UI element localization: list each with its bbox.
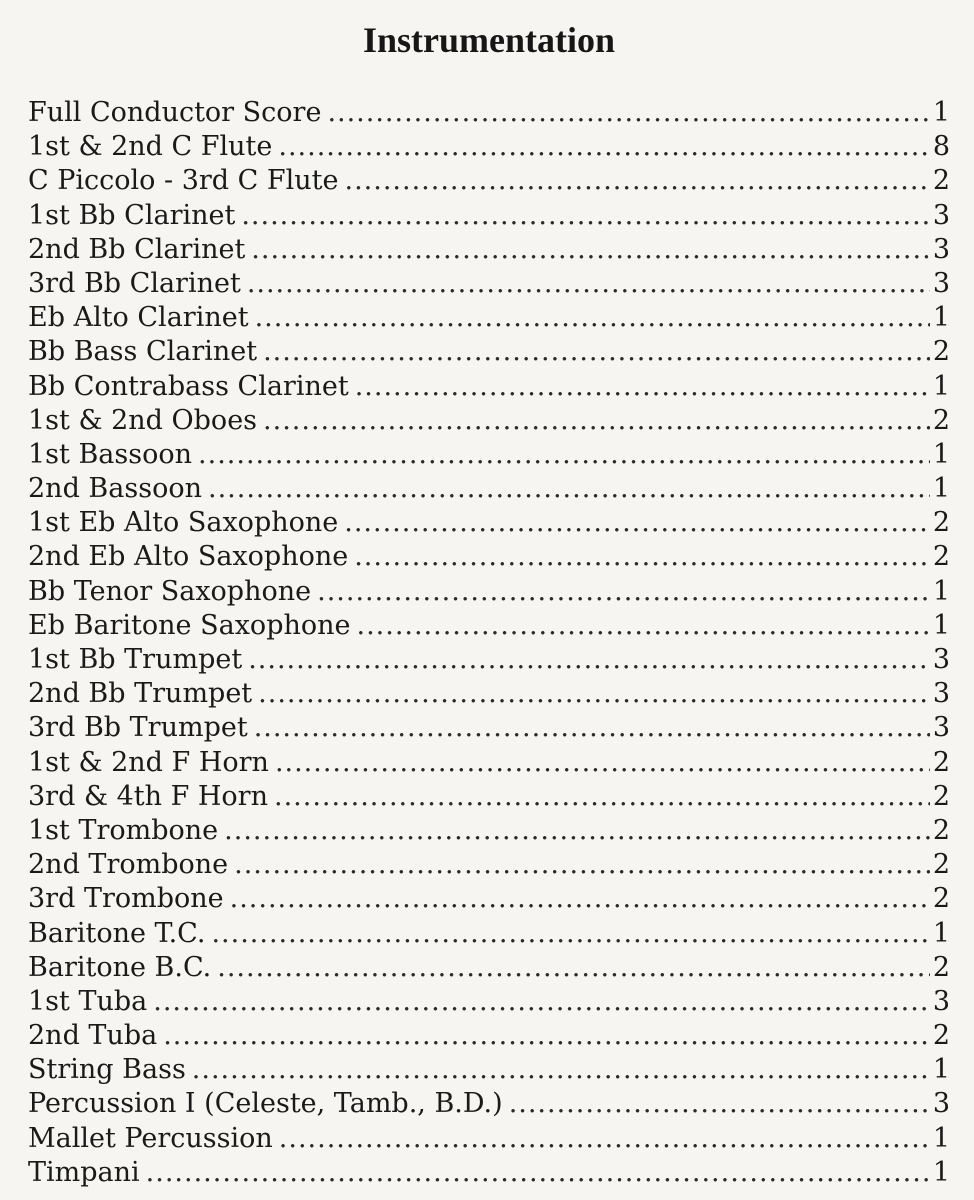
instrument-name: Eb Alto Clarinet (28, 302, 249, 334)
instrument-name: 3rd Trombone (28, 883, 224, 915)
instrument-quantity: 2 (932, 780, 950, 812)
instrument-row (28, 438, 950, 472)
dot-leader (317, 575, 930, 609)
instrument-row (28, 1156, 950, 1190)
instrument-name: String Bass (28, 1054, 186, 1086)
instrument-name: Timpani (28, 1156, 140, 1188)
instrument-name: 2nd Bassoon (28, 473, 202, 505)
instrument-row (28, 506, 950, 540)
instrument-name: 1st Bb Clarinet (28, 199, 236, 231)
instrument-quantity: 2 (932, 404, 950, 436)
instrument-quantity: 1 (932, 575, 950, 607)
instrument-quantity: 2 (932, 1020, 950, 1052)
instrument-row (28, 472, 950, 506)
dot-leader (254, 711, 930, 745)
instrument-row (28, 335, 950, 369)
dot-leader (279, 1122, 930, 1156)
instrument-name: 1st Trombone (28, 814, 219, 846)
instrument-row (28, 780, 950, 814)
instrument-quantity: 1 (932, 370, 950, 402)
instrument-quantity: 2 (932, 883, 950, 915)
instrument-name: 2nd Bb Trumpet (28, 678, 253, 710)
instrument-quantity: 1 (932, 917, 950, 949)
instrument-name: 2nd Tuba (28, 1020, 158, 1052)
instrument-name: 1st & 2nd C Flute (28, 131, 273, 163)
instrument-name: 1st Bassoon (28, 438, 193, 470)
instrument-quantity: 2 (932, 541, 950, 573)
instrument-quantity: 3 (932, 1088, 950, 1120)
instrument-row (28, 267, 950, 301)
dot-leader (248, 643, 930, 677)
dot-leader (230, 882, 930, 916)
instrument-row (28, 233, 950, 267)
instrument-list (28, 96, 950, 1190)
instrument-name: 3rd Bb Trumpet (28, 712, 248, 744)
dot-leader (192, 1053, 930, 1087)
instrument-row (28, 404, 950, 438)
instrument-name: Bb Contrabass Clarinet (28, 370, 349, 402)
instrument-name: 1st Tuba (28, 985, 148, 1017)
instrument-quantity: 3 (932, 199, 950, 231)
instrument-quantity: 1 (932, 1054, 950, 1086)
instrument-quantity: 2 (932, 336, 950, 368)
instrument-row (28, 609, 950, 643)
instrument-row (28, 746, 950, 780)
dot-leader (327, 96, 930, 130)
instrument-name: 2nd Eb Alto Saxophone (28, 541, 349, 573)
instrument-quantity: 1 (932, 609, 950, 641)
dot-leader (263, 404, 930, 438)
instrument-row (28, 985, 950, 1019)
instrument-row (28, 814, 950, 848)
instrument-quantity: 1 (932, 1122, 950, 1154)
dot-leader (146, 1156, 930, 1190)
instrument-row (28, 199, 950, 233)
instrument-name: 1st & 2nd F Horn (28, 746, 269, 778)
dot-leader (345, 164, 931, 198)
instrument-name: Eb Baritone Saxophone (28, 609, 351, 641)
instrument-quantity: 3 (932, 233, 950, 265)
dot-leader (258, 677, 930, 711)
dot-leader (208, 472, 930, 506)
dot-leader (274, 780, 930, 814)
instrument-quantity: 3 (932, 712, 950, 744)
instrument-row (28, 643, 950, 677)
instrument-row (28, 164, 950, 198)
instrument-quantity: 1 (932, 438, 950, 470)
page-title: Instrumentation (362, 20, 616, 60)
instrument-quantity: 3 (932, 644, 950, 675)
instrument-name: 2nd Bb Clarinet (28, 233, 246, 265)
instrument-row (28, 301, 950, 335)
dot-leader (224, 814, 930, 848)
instrument-name: Bb Tenor Saxophone (28, 575, 312, 607)
dot-leader (356, 609, 930, 643)
dot-leader (255, 301, 930, 335)
instrument-quantity: 8 (932, 131, 950, 163)
instrument-row (28, 711, 950, 745)
instrument-row (28, 96, 950, 130)
dot-leader (509, 1087, 930, 1121)
instrument-row (28, 1122, 950, 1156)
instrument-row (28, 1087, 950, 1121)
instrument-row (28, 575, 950, 609)
dot-leader (234, 848, 930, 882)
instrument-quantity: 1 (932, 97, 950, 128)
dot-leader (275, 746, 930, 780)
dot-leader (263, 335, 930, 369)
dot-leader (247, 267, 930, 301)
dot-leader (211, 917, 930, 951)
instrument-row (28, 882, 950, 916)
instrument-quantity: 3 (932, 267, 950, 299)
dot-leader (163, 1019, 930, 1053)
instrument-row (28, 1019, 950, 1053)
instrument-row (28, 677, 950, 711)
dot-leader (198, 438, 930, 472)
instrument-quantity: 3 (932, 985, 950, 1017)
instrument-quantity: 2 (932, 951, 950, 983)
dot-leader (354, 540, 930, 574)
dot-leader (153, 985, 930, 1019)
instrument-name: 1st Bb Trumpet (28, 644, 243, 675)
instrument-row (28, 130, 950, 164)
instrument-quantity: 2 (932, 165, 950, 197)
instrument-name: Baritone T.C. (28, 917, 206, 949)
dot-leader (241, 199, 930, 233)
instrument-quantity: 2 (932, 507, 950, 539)
instrument-quantity: 1 (932, 473, 950, 505)
instrument-row (28, 540, 950, 574)
instrument-name: Percussion I (Celeste, Tamb., B.D.) (28, 1088, 503, 1120)
instrument-quantity: 2 (932, 849, 950, 881)
instrument-name: Bb Bass Clarinet (28, 336, 258, 368)
instrument-name: 2nd Trombone (28, 849, 229, 881)
instrument-row (28, 917, 950, 951)
instrument-name: 3rd & 4th F Horn (28, 780, 268, 812)
dot-leader (251, 233, 930, 267)
instrument-name: Mallet Percussion (28, 1122, 273, 1154)
instrument-name: 1st Eb Alto Saxophone (28, 507, 339, 539)
dot-leader (217, 951, 930, 985)
dot-leader (344, 506, 930, 540)
instrument-name: Full Conductor Score (28, 97, 322, 128)
instrument-quantity: 2 (932, 746, 950, 778)
instrument-quantity: 2 (932, 814, 950, 846)
instrument-name: 3rd Bb Clarinet (28, 267, 241, 299)
instrument-quantity: 1 (932, 1156, 950, 1188)
instrument-quantity: 1 (932, 302, 950, 334)
instrument-name: Baritone B.C. (28, 951, 212, 983)
instrument-row (28, 951, 950, 985)
instrument-quantity: 3 (932, 678, 950, 710)
instrument-row (28, 1053, 950, 1087)
dot-leader (278, 130, 930, 164)
instrument-name: C Piccolo - 3rd C Flute (28, 165, 339, 197)
dot-leader (355, 370, 930, 404)
instrument-row (28, 848, 950, 882)
instrument-row (28, 370, 950, 404)
instrument-name: 1st & 2nd Oboes (28, 404, 258, 436)
